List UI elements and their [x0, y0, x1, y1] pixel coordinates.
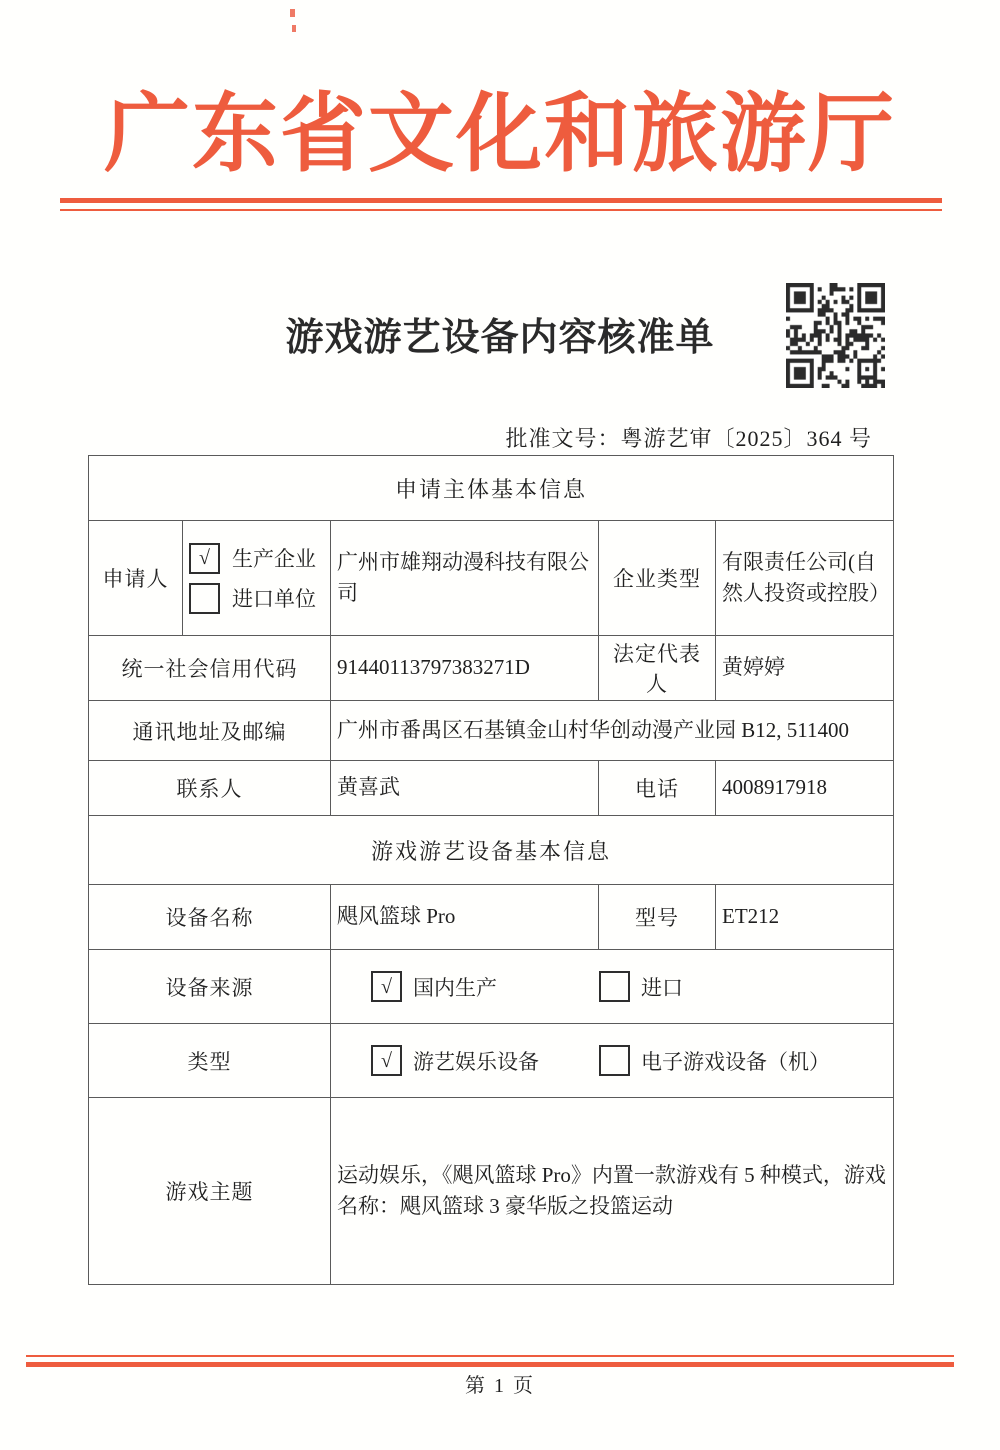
checkbox-icon-unchecked: [189, 583, 220, 614]
device-type-row: [89, 1024, 894, 1098]
checkbox-icon-checked: √: [189, 543, 220, 574]
device-type-label: 类型: [89, 1024, 331, 1098]
approval-form-table: [88, 455, 894, 1285]
letterhead-rule-thick: [60, 198, 942, 203]
game-theme-value: 运动娱乐，《飓风篮球 Pro》内置一款游戏有 5 种模式，游戏名称：飓风篮球 3 豪华版之投篮运动: [331, 1098, 894, 1285]
phone-label: 电话: [599, 761, 716, 816]
approval-number: 批准文号：粤游艺审〔2025〕364 号: [505, 426, 872, 451]
checkbox-label: 生产企业: [232, 547, 316, 571]
checkbox-icon-unchecked: [599, 971, 630, 1002]
phone-value: 4008917918: [716, 761, 894, 816]
device-source-label: 设备来源: [89, 950, 331, 1024]
checkbox-electronic-game-device: [599, 1045, 830, 1076]
address-value: 广州市番禺区石基镇金山村华创动漫产业园 B12, 511400: [331, 701, 894, 761]
checkbox-importer: [189, 583, 324, 614]
letterhead-rule-thin: [60, 209, 942, 211]
device-name-value: 飓风篮球 Pro: [331, 885, 599, 950]
checkbox-icon-unchecked: [599, 1045, 630, 1076]
footer-rule-thick: [26, 1362, 954, 1367]
checkbox-label: 进口: [641, 975, 683, 1000]
checkbox-producer: [189, 543, 324, 574]
applicant-label: 申请人: [89, 521, 183, 636]
section-header-row: [89, 816, 894, 885]
credit-code-row: [89, 636, 894, 701]
checkbox-domestic: [371, 971, 599, 1002]
checkbox-amusement-device: [371, 1045, 599, 1076]
applicant-company-value: 广州市雄翔动漫科技有限公司: [331, 521, 599, 636]
game-theme-label: 游戏主题: [89, 1098, 331, 1285]
section2-title: 游戏游艺设备基本信息: [89, 816, 894, 885]
contact-value: 黄喜武: [331, 761, 599, 816]
device-name-label: 设备名称: [89, 885, 331, 950]
device-source-row: [89, 950, 894, 1024]
enterprise-type-value: 有限责任公司(自然人投资或控股）: [716, 521, 894, 636]
applicant-type-checkboxes: [183, 521, 331, 636]
checkbox-imported: [599, 971, 683, 1002]
device-name-row: [89, 885, 894, 950]
checkbox-icon-checked: √: [371, 1045, 402, 1076]
enterprise-type-label: 企业类型: [599, 521, 716, 636]
section-header-row: [89, 456, 894, 521]
qr-code-icon: [786, 283, 885, 388]
checkbox-label: 电子游戏设备（机）: [641, 1049, 830, 1074]
checkbox-icon-checked: √: [371, 971, 402, 1002]
scan-artifact: [292, 25, 296, 32]
legal-rep-value: 黄婷婷: [716, 636, 894, 701]
device-source-options: [331, 950, 894, 1024]
device-type-options: [331, 1024, 894, 1098]
org-letterhead-title: 广东省文化和旅游厅: [104, 86, 896, 182]
legal-rep-label: 法定代表人: [599, 636, 716, 701]
contact-label: 联系人: [89, 761, 331, 816]
address-row: [89, 701, 894, 761]
footer-rule-thin: [26, 1355, 954, 1357]
address-label: 通讯地址及邮编: [89, 701, 331, 761]
page-number: 第 1 页: [465, 1375, 535, 1397]
model-label: 型号: [599, 885, 716, 950]
contact-row: [89, 761, 894, 816]
section1-title: 申请主体基本信息: [89, 456, 894, 521]
credit-code-label: 统一社会信用代码: [89, 636, 331, 701]
game-theme-row: [89, 1098, 894, 1285]
scan-artifact: [290, 9, 295, 17]
checkbox-label: 国内生产: [413, 975, 497, 1000]
document-title: 游戏游艺设备内容核准单: [285, 317, 715, 359]
checkbox-label: 进口单位: [232, 587, 316, 611]
checkbox-label: 游艺娱乐设备: [413, 1049, 539, 1074]
credit-code-value: 91440113797383271D: [331, 636, 599, 701]
applicant-row: [89, 521, 894, 636]
model-value: ET212: [716, 885, 894, 950]
